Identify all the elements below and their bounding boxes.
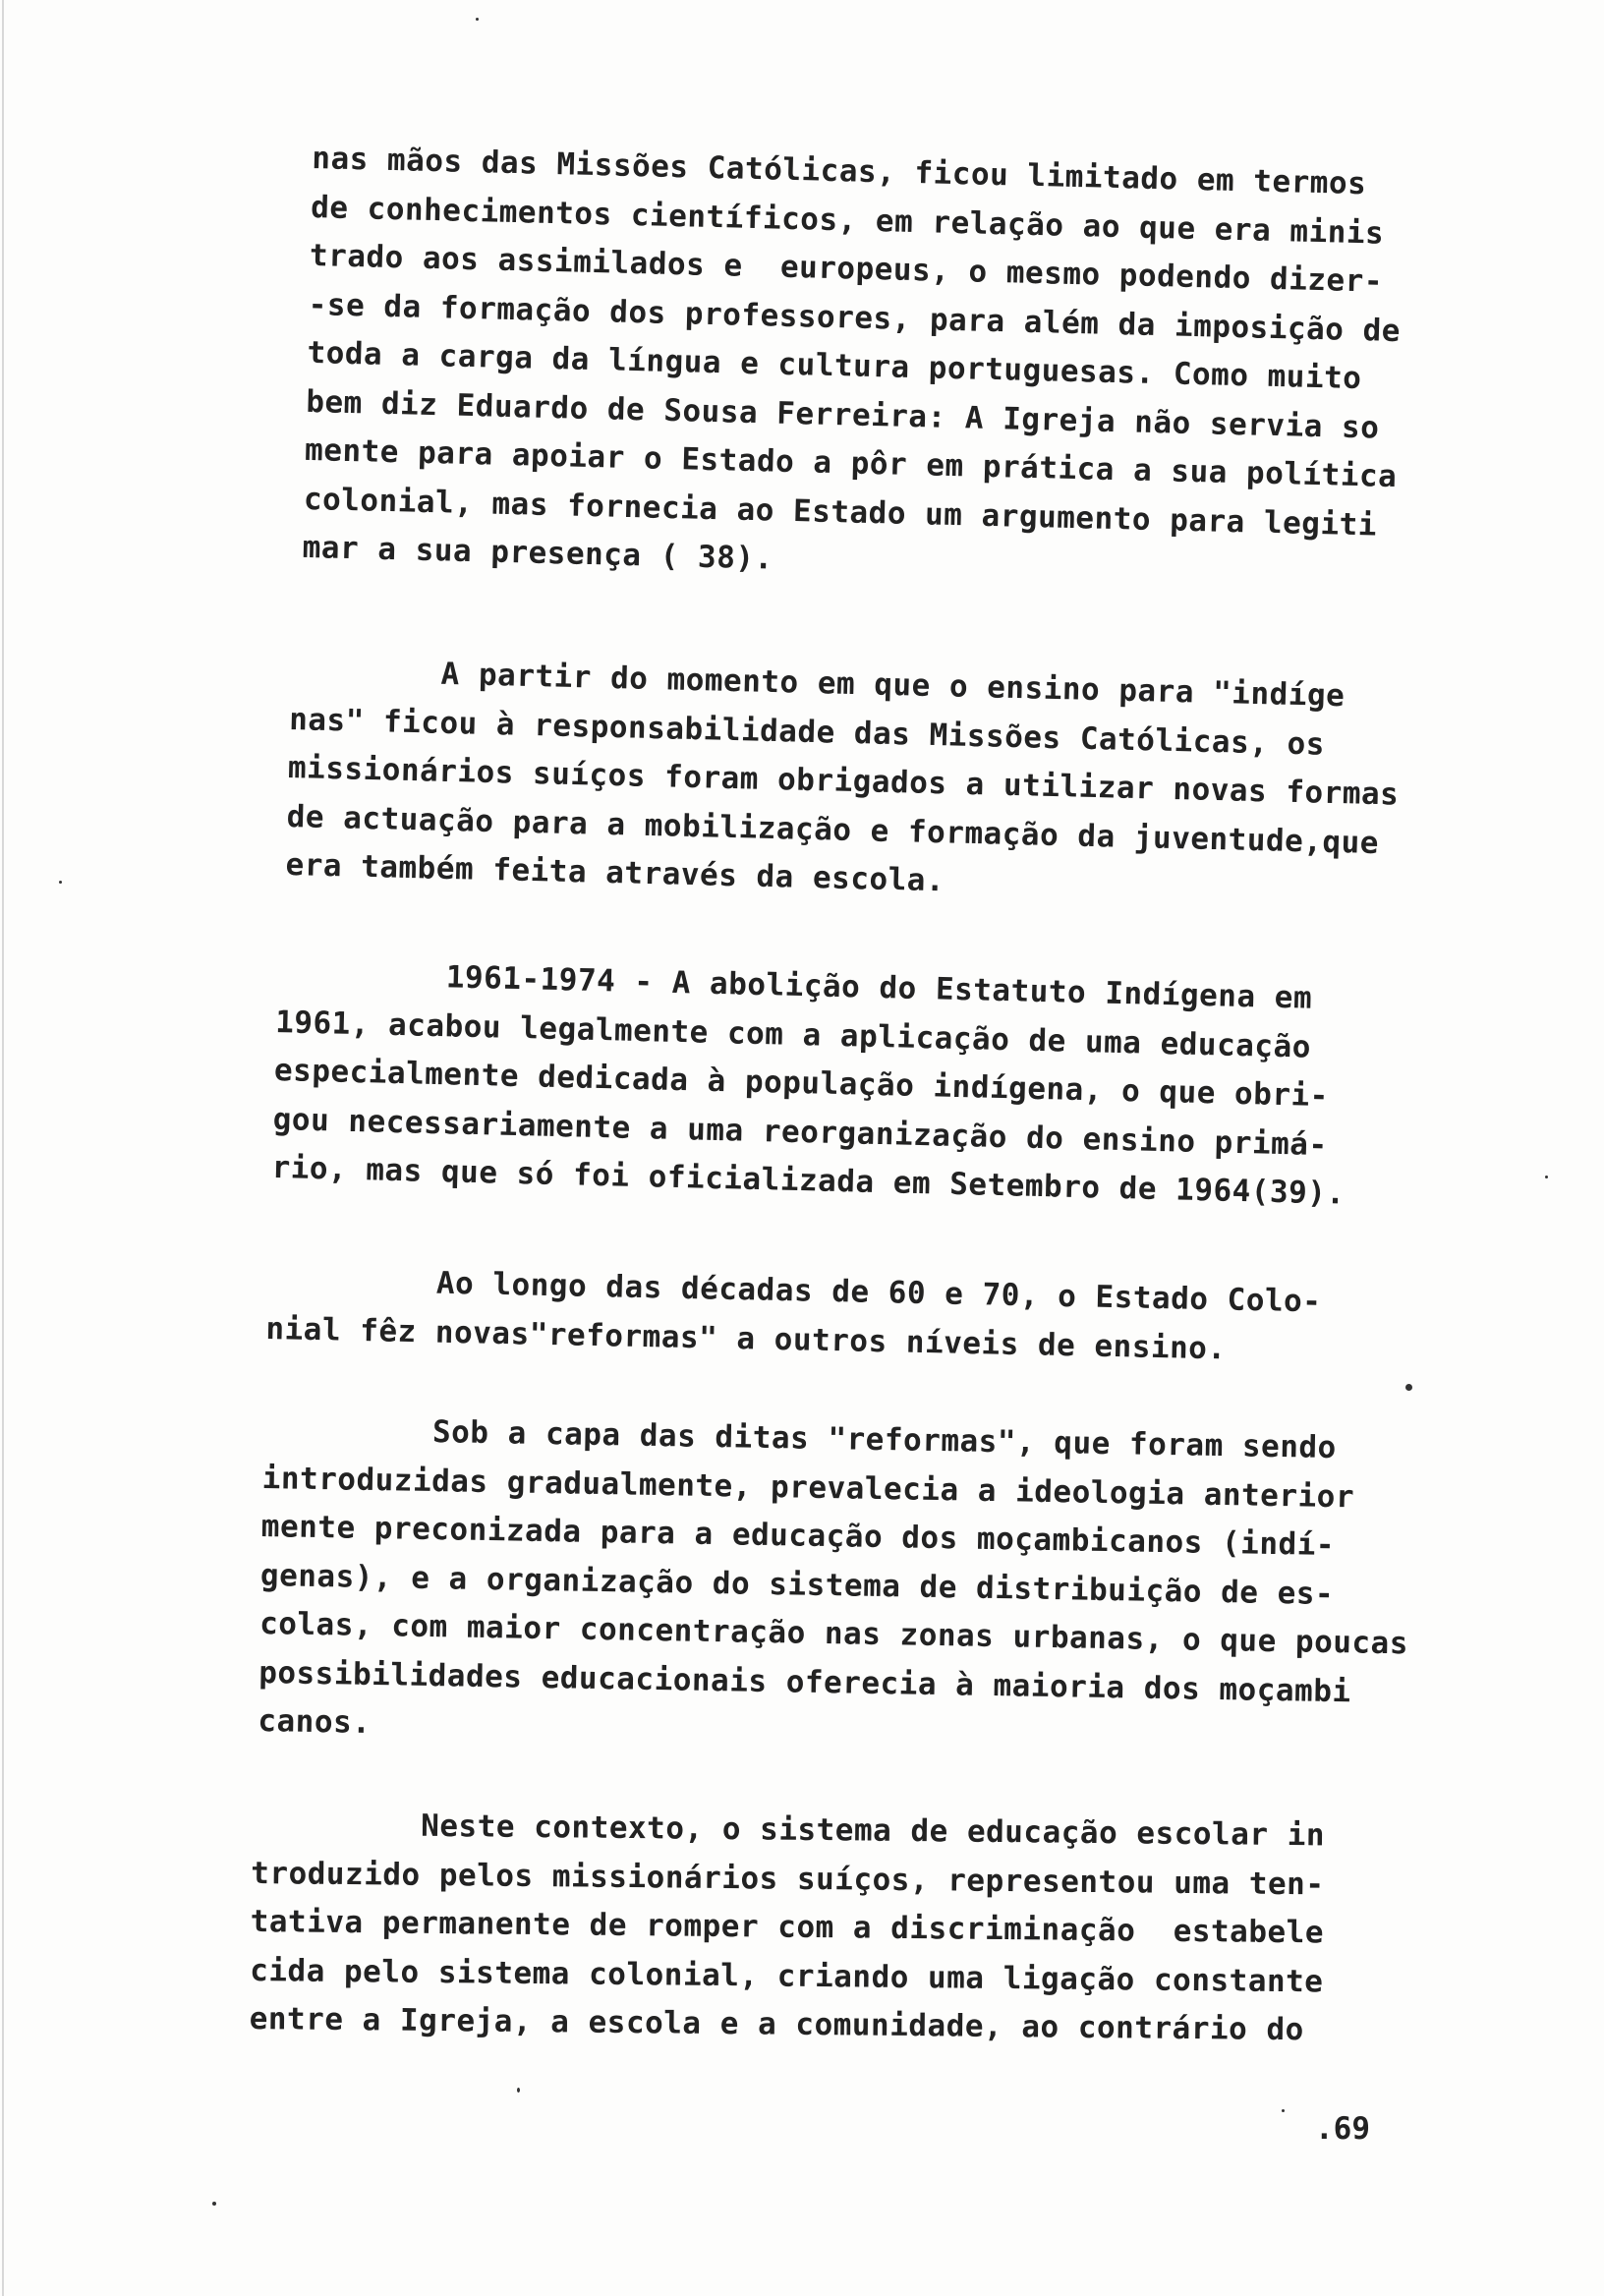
text-line: mente preconizada para a educação dos moçambicanos (indí-	[260, 1508, 1336, 1564]
text-line: trado aos assimilados e europeus, o mesmo podendo dizer-	[309, 237, 1384, 300]
scan-speck	[1282, 2109, 1285, 2112]
scan-speck	[1405, 1384, 1412, 1391]
text-line: missionários suíços foram obrigados a utilizar novas formas	[287, 749, 1400, 813]
scan-speck	[212, 2202, 216, 2206]
paragraph-2	[285, 647, 1402, 917]
scan-speck	[476, 18, 479, 21]
paragraph-3	[271, 949, 1350, 1219]
text-line: especialmente dedicada à população indígena, o que obri-	[273, 1052, 1330, 1115]
text-line: possibilidades educacionais oferecia à maioria dos moçambi	[258, 1654, 1351, 1709]
text-line: toda a carga da língua e cultura portuguesas. Como muito	[307, 334, 1362, 397]
text-line: mente para apoiar o Estado a pôr em prática a sua política	[304, 431, 1398, 495]
scan-speck	[1545, 1176, 1548, 1178]
text-line: A partir do momento em que o ensino para "indíge	[289, 652, 1346, 715]
text-line: -se da formação dos professores, para além da imposição de	[308, 286, 1402, 349]
text-line: de actuação para a mobilização e formação da juventude,que	[286, 798, 1380, 861]
text-line: tativa permanente de romper com a discriminação estabele	[250, 1903, 1325, 1951]
text-line: nial fêz novas"reformas" a outros níveis de ensino.	[265, 1310, 1227, 1366]
text-line: era também feita através da escola.	[285, 846, 945, 899]
paragraph-4	[265, 1256, 1322, 1375]
text-line: mar a sua presença ( 38).	[302, 529, 774, 577]
scan-speck	[517, 2088, 520, 2093]
text-line: cida pelo sistema colonial, criando uma ligação constante	[250, 1952, 1324, 1999]
paragraph-1	[302, 135, 1404, 600]
text-line: rio, mas que só foi oficializada em Setembro de 1964(39).	[271, 1149, 1346, 1212]
scan-speck	[59, 881, 62, 884]
text-line: genas), e a organização do sistema de distribuição de es-	[259, 1557, 1335, 1612]
paragraph-6	[249, 1801, 1325, 2055]
text-line: nas" ficou à responsabilidade das Missões Católicas, os	[288, 701, 1326, 763]
text-line: de conhecimentos científicos, em relação ao que era minis	[310, 189, 1385, 252]
text-line: bem diz Eduardo de Sousa Ferreira: A Igreja não servia so	[305, 383, 1380, 446]
scan-edge-line	[2, 0, 4, 2296]
text-line: troduzido pelos missionários suíços, representou uma ten-	[251, 1855, 1325, 1902]
text-line: 1961-1974 - A abolição do Estatuto Indígena em	[275, 954, 1313, 1016]
text-line: introduzidas gradualmente, prevalecia a ideologia anterior	[261, 1460, 1355, 1515]
text-line: Ao longo das décadas de 60 e 70, o Estado Colo-	[266, 1261, 1322, 1320]
text-line: Neste contexto, o sistema de educação escolar in	[251, 1806, 1326, 1854]
text-line: colonial, mas fornecia ao Estado um argumento para legiti	[303, 481, 1378, 544]
text-line: Sob a capa das ditas "reformas", que foram sendo	[262, 1410, 1338, 1466]
page-number: .69	[1315, 2111, 1370, 2147]
text-line: colas, com maior concentração nas zonas urbanas, o que poucas	[258, 1605, 1409, 1662]
text-line: entre a Igreja, a escola e a comunidade, ao contrário do	[249, 2000, 1304, 2048]
text-line: gou necessariamente a uma reorganização do ensino primá-	[272, 1101, 1329, 1163]
text-line: nas mãos das Missões Católicas, ficou limitado em termos	[311, 140, 1367, 202]
text-line: 1961, acabou legalmente com a aplicação de uma educação	[274, 1004, 1312, 1065]
paragraph-5	[258, 1406, 1412, 1766]
text-line: canos.	[258, 1702, 372, 1741]
